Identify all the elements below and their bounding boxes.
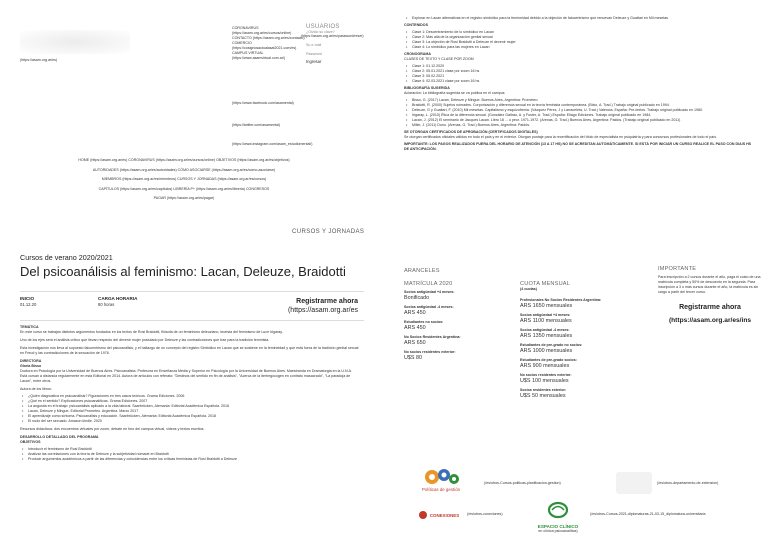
fee-row — [404, 335, 504, 347]
importante-heading: IMPORTANTE — [658, 266, 697, 272]
fee-row — [520, 328, 630, 340]
section-heading: CURSOS Y JORNADAS — [292, 229, 365, 235]
fee-row — [520, 313, 630, 325]
login-button[interactable]: Ingresar — [306, 59, 322, 64]
fee-row — [520, 298, 630, 310]
forgot-url[interactable]: (https://asam.org.ar/es/password/reset) — [301, 34, 364, 38]
cuota-column — [520, 281, 630, 400]
biblio-list — [404, 98, 756, 128]
politicas-caption: Políticas de gestión — [422, 487, 461, 492]
extension-link[interactable]: (/es/otros-departamento-de-extension) — [657, 481, 719, 485]
fee-row — [404, 320, 504, 332]
leaf-icon — [535, 501, 581, 519]
certificates-text: Se otorgan certificados oficiales válidos en todo el país y en el exterior. Otorgan puntaje para la recertificación del título de especialista en psiquiatría y para concursos profesionales de todo el país. — [404, 135, 718, 139]
nav-line-1[interactable]: HOME (https://asam.org.ar/es) CORONAVIRUS (https://asam.org.ar/es/cursos/online) OBJETIVOS (https://asam.org.ar/es/objetivos) — [78, 158, 290, 162]
register-label: Registrarme ahora — [296, 298, 358, 305]
fee-value: ARS 650 — [404, 340, 426, 346]
conexiones-caption: CONEXIONES — [429, 512, 460, 518]
conexiones-link[interactable]: (/es/otros-conexiones) — [467, 512, 503, 516]
main-nav — [10, 156, 358, 204]
fee-value: U$S 100 mensuales — [520, 378, 569, 384]
list-item: • Clase 3: 05.02.2021 — [404, 74, 756, 79]
espacio-logo[interactable] — [535, 501, 581, 539]
fee-label: Estudiantes no socios: — [404, 320, 444, 324]
tematica-text-1: En este curso se trabajan distintos argumentos fundados en los textos de Rosi Braidotti, filósofa de un feminismo deleuziano, teorista del feminismo de Luce Irigaray. — [20, 330, 283, 334]
list-item: • Clase 4: Lo simbólico para las mujeres en Lacan — [404, 45, 756, 50]
fee-label: Socios antigüedad +4 meses: — [520, 313, 571, 317]
gears-icon — [420, 466, 470, 498]
fee-row — [404, 350, 504, 362]
espacio-link[interactable]: (/es/otros-Cursos-2021-diplomaturas-21-03-15_diplomatura-universitaria — [590, 512, 706, 516]
books-heading: Autora de los libros: — [20, 387, 52, 391]
users-title: USUARIOS — [306, 24, 340, 30]
objectives-heading: OBJETIVOS — [20, 440, 41, 444]
espacio-caption: ESPACIO CLÍNICO — [537, 524, 579, 529]
cuota-heading: CUOTA MENSUAL — [520, 281, 571, 287]
link-contacto[interactable]: CONTACTO (https://asam.org.ar/es/contacto) — [232, 36, 305, 40]
start-label: INICIO — [20, 296, 35, 301]
start-value: 01.12.20 — [20, 302, 37, 307]
list-item: • Introducir el feminismo de Rosi Braidotti — [20, 447, 360, 452]
matricula-column — [404, 281, 504, 362]
director-bio: Doctora en Psicología por la Universidad de Buenos Aires. Psicoanalista. Profesora en Enseñanza Media y Superior en Psicología por la Universidad de Buenos Aires. Maestranda en Dramaturgia en la U.N.A. Está cursan a distancia regularmente en esta Editorial en 2014. Autora de artículos con referato: "Destinos del sentido en fin de análisis", "Acerca de la iterhegocogen en contrato masacrado", "La paradoja de Lacan", entre otros. — [20, 369, 353, 383]
biblio-note: Aclaración: La bibliografía sugerida se va publica en el campus — [404, 91, 505, 95]
tematica-text-3: Esta investigación nos lleva al supuesto falocentrismo del psicoanálisis, y el hallazgo de un concepto del registro Simbólico en Lacan que se sostiene en la femineidad y que está fuera de la tradición genital sexual en Freud y las contradicciones de la sexuación de 1976. — [20, 346, 359, 355]
register-button-2[interactable] — [658, 304, 762, 324]
list-item: • Irigaray, L. (2010) Ética de la diferencia sexual. (González Galtrao, A. y Fuster, A. Trad.) España: Ellago Ediciones. Trabajo original publicado en 1984. — [404, 113, 756, 118]
fee-value: ARS 900 mensuales — [520, 363, 570, 369]
list-item: • Braidotti, R. (2000) Sujetos nómades. Corporización y diferencia sexual en la teoría feminista contemporánea. (Bixio, A. Trad.) Trabajo original publicado en 1994. — [404, 103, 756, 108]
list-item: • Clase 4: 02.03.2021 clase por zoom 16 hs — [404, 79, 756, 84]
link-coronavirus[interactable]: CORONAVIRUS (https://asam.org.ar/es/cursos/online) — [232, 26, 292, 35]
register-button[interactable] — [250, 298, 358, 314]
list-item: • ¿Quién diagnostica en psicoanálisis? Figuraciones en tres casos teóricos. Grama Ediciones. 2006 — [20, 394, 360, 399]
list-item: • La angustia en el trabajo: psicoanálisis aplicado a la vida laboral. Saarbrücken, Alemania: Editorial Académica Española. 2016 — [20, 404, 360, 409]
list-item: • Lacan, J. (2012) El seminario de Jacques Lacan. Libro 18 ... o peor. 1971-1972. (Arenas, G. Trad.) Buenos Aires, Argentina: Paidós. (Trabajo original publicado en 2011) — [404, 118, 756, 123]
fee-label: No Socios Residentes Argentina: — [404, 335, 461, 339]
fee-label: No socios residentes exterior: — [520, 373, 572, 377]
link-campus[interactable]: CAMPUS VIRTUAL (https://www.asamvirtual.com.ar/) — [232, 51, 286, 60]
contact-links — [232, 26, 312, 61]
fee-row — [520, 343, 630, 355]
list-item: • Clase 2: Más allá de la organización genital sexual — [404, 35, 756, 40]
conexiones-logo[interactable] — [418, 506, 460, 524]
list-item: • Explorar en Lacan alternativas en el registro simbólico para la femineidad debido a la objeción de falocentrismo que renuevan Deleuze y Guattari en Mil mesetas — [404, 16, 756, 21]
certificates-heading: SE OTORGAN CERTIFICADOS DE APROBACIÓN (CERTIFICADOS DIGITALES) — [404, 130, 538, 134]
nav-line-5[interactable]: PAGAR (https://asam.org.ar/es/pagar) — [153, 196, 215, 200]
user-area — [301, 24, 366, 64]
tematica-text-2: Uno de los ejes será el análisis crítico que llevan respecto del devenir mujer postulado por Deleuze y las contradicciones que trae para la tradición feminista. — [20, 338, 270, 342]
hours-value: 80 horas — [98, 302, 115, 307]
director-heading: DIRECTORA — [20, 359, 42, 363]
register-link[interactable]: (https://asam.org.ar/es — [287, 307, 358, 314]
cuota-sub: (4 cuotas) — [520, 287, 537, 291]
objectives-list — [20, 447, 360, 462]
fee-label: Socios residentes exterior: — [520, 388, 567, 392]
fee-row — [520, 358, 630, 370]
fee-row — [404, 305, 504, 317]
fee-value: ARS 1350 mensuales — [520, 333, 573, 339]
importante-text: Para inscripción a 2 cursos durante el año, paga el costo de una matrícula completa y 50% de descuento en la segunda. Para inscripción a 3 o más cursos durante el año, la matrícula es sin cargo a partir del tercer curso. — [658, 275, 761, 294]
password-field[interactable]: Password — [306, 52, 322, 56]
fee-value: ARS 1650 mensuales — [520, 303, 573, 309]
fee-label: Socios antigüedad -4 meses: — [520, 328, 570, 332]
aranceles-heading: ARANCELES — [404, 268, 440, 274]
list-item: • Clase 1: Descentramiento de lo simbólico en Lacan — [404, 30, 756, 35]
contenidos-heading: CONTENIDOS — [404, 23, 428, 27]
fee-value: ARS 1000 mensuales — [520, 348, 573, 354]
nav-line-4[interactable]: CAPÍTULOS (https://asam.org.ar/es/capitulos) LIBRERÍA P+ (https://asam.org.ar/es/libreria) CONGRESOS — [98, 186, 270, 191]
fee-value: Bonificado — [404, 295, 430, 301]
facebook-link[interactable]: (https://www.facebook.com/asamental) — [232, 101, 294, 105]
right-body — [404, 16, 756, 152]
site-logo[interactable] — [20, 30, 130, 54]
circle-icon — [419, 511, 427, 519]
fee-value: ARS 450 — [404, 325, 426, 331]
important-notice: IMPORTANTE: LOS PAGOS REALIZADOS FUERA DEL HORARIO DE ATENCIÓN (13 A 17 HS) NO SE ACREDITAN AUTOMÁTICAMENTE. SI ESTÁ POR INICIAR UN CURSO REALICE EL PASO CON DIA/S HS DE ANTICIPACIÓN. — [404, 142, 752, 151]
cronograma-sub: CLASES DE TEXTO Y CLASE POR ZOOM — [404, 57, 474, 61]
divider — [20, 291, 364, 292]
extension-logo[interactable] — [616, 472, 652, 494]
contenidos-list — [404, 30, 756, 50]
espacio-sub: en clínica psicoanalítica) — [538, 529, 578, 533]
list-item: • El nudo del ser sexuado. Amazon kindle. 2020 — [20, 419, 360, 424]
nav-line-3[interactable]: MIEMBROS (https://asam.org.ar/es/miembros) CURSOS Y JORNADAS (https://asam.org.ar/es/cursos) — [101, 177, 267, 181]
list-item: • Lacan, Deleuze y Mingue. Editorial Prometeo. Argentina. Marzo 2017 — [20, 409, 360, 414]
cronograma-heading: CRONOGRAMA — [404, 52, 431, 56]
fee-row — [404, 290, 504, 302]
fee-label: Socios antigüedad +4 meses: — [404, 290, 455, 294]
forgot-link[interactable]: ¿Olvido su clave? — [306, 30, 335, 34]
resources-text: Recursos didácticos: dos encuentros virtuales por zoom, debate en foro del campus virtual, videos y textos escritos. — [20, 427, 205, 431]
fee-value: ARS 1100 mensuales — [520, 318, 572, 324]
twitter-link[interactable]: (https://twitter.com/asamental) — [232, 123, 280, 127]
fee-label: Socios antigüedad -4 meses: — [404, 305, 454, 309]
list-item: • El aprendizaje como síntoma. Psicoanálisis y educación. Saarbrücken, Alemania: Editorial Académica Española. 2018 — [20, 414, 360, 419]
instagram-link[interactable]: (https://www.instagram.com/asam_estudiomental/) — [232, 142, 313, 146]
list-item: • Clase 3: La objeción de Rosi Braidotti a Deleuze el devenir mujer — [404, 40, 756, 45]
register-label: Registrarme ahora — [679, 304, 741, 311]
fee-label: Estudiantes de pre-grado socios: — [520, 358, 577, 362]
register-link[interactable]: (https://asam.org.ar/es/ins — [668, 317, 752, 324]
logo-link[interactable]: (https://asam.org.ar/es) — [20, 58, 58, 62]
list-item: • Analizar las correlaciones con la teoría de Deleuze y la subjetividad nómade en Braidotti — [20, 452, 360, 457]
books-list — [20, 394, 360, 424]
politicas-logo[interactable] — [420, 466, 470, 498]
list-item: • Clase 2: 05.01.2021 clase por zoom 16 hs — [404, 69, 756, 74]
director-name: Gloria Bisso — [20, 364, 42, 368]
fee-row — [520, 388, 630, 400]
list-item: • ¿Qué es el sentido? Explicaciones psicoanalíticas. Grama Ediciones. 2007 — [20, 399, 360, 404]
list-item: • Producir argumentos académicos a partir de las diferencias y coincidencias entre los críticas feministas de Rosi Braidotti a Deleuze — [20, 457, 360, 462]
cronograma-list — [404, 64, 756, 84]
list-item: • Deleuze, G y Guattari, F. (2010) Mil mesetas. Capitalismo y esquizofrenia. (Vázquez Pérez, J y Larraceleta, U. Trad.) Valencia, España: Pre-textos. Trabajo original publicado en 1980. — [404, 108, 756, 113]
course-supertitle: Cursos de verano 2020/2021 — [20, 253, 113, 262]
fee-label: Profesionales No Socios Residentes Argentina: — [520, 298, 602, 302]
link-comercio[interactable]: COMERCIO (https://cosignosactualasat2021.com/es) — [232, 41, 297, 50]
fee-label: Estudiantes de pre-grado no socios: — [520, 343, 583, 347]
fee-label: No socios residentes exterior: — [404, 350, 456, 354]
program-heading: DESARROLLO DETALLADO DEL PROGRAMA — [20, 435, 99, 439]
tematica-heading: TEMÁTICA — [20, 325, 39, 329]
fee-value: ARS 450 — [404, 310, 426, 316]
fee-value: U$S 50 mensuales — [520, 393, 566, 399]
left-body — [20, 325, 360, 462]
biblio-heading: BIBLIOGRAFÍA SUGERIDA — [404, 86, 450, 90]
divider — [20, 320, 364, 321]
fee-value: U$S 80 — [404, 355, 422, 361]
matricula-heading: MATRÍCULA 2020 — [404, 281, 453, 287]
list-item: • Clase 1: 01.12.2020 — [404, 64, 756, 69]
list-item: • Miller, J. (2011) Dono. (Arenas, G. Trad.) Buenos Aires, Argentina: Paidós. — [404, 123, 756, 128]
list-item: • Bisso, G. (2017) Lacan, Deleuze y Mingue. Buenos Aires, Argentina: Prometeo — [404, 98, 756, 103]
hours-label: CARGA HORARIA — [98, 296, 138, 301]
course-title: Del psicoanálisis al feminismo: Lacan, Deleuze, Braidotti — [20, 264, 346, 279]
importante-column — [658, 266, 762, 324]
objectives-continued — [404, 16, 756, 21]
nav-line-2[interactable]: AUTORIDADES (https://asam.org.ar/es/autoridades) CÓMO ASOCIARSE (https://asam.org.ar/es/como-asociarse) — [92, 167, 276, 172]
fee-row — [520, 373, 630, 385]
email-field[interactable]: Su e-mail — [306, 43, 322, 47]
politicas-link[interactable]: (/es/otros-Cursos-politicas-planificacion-gestion) — [484, 481, 561, 485]
